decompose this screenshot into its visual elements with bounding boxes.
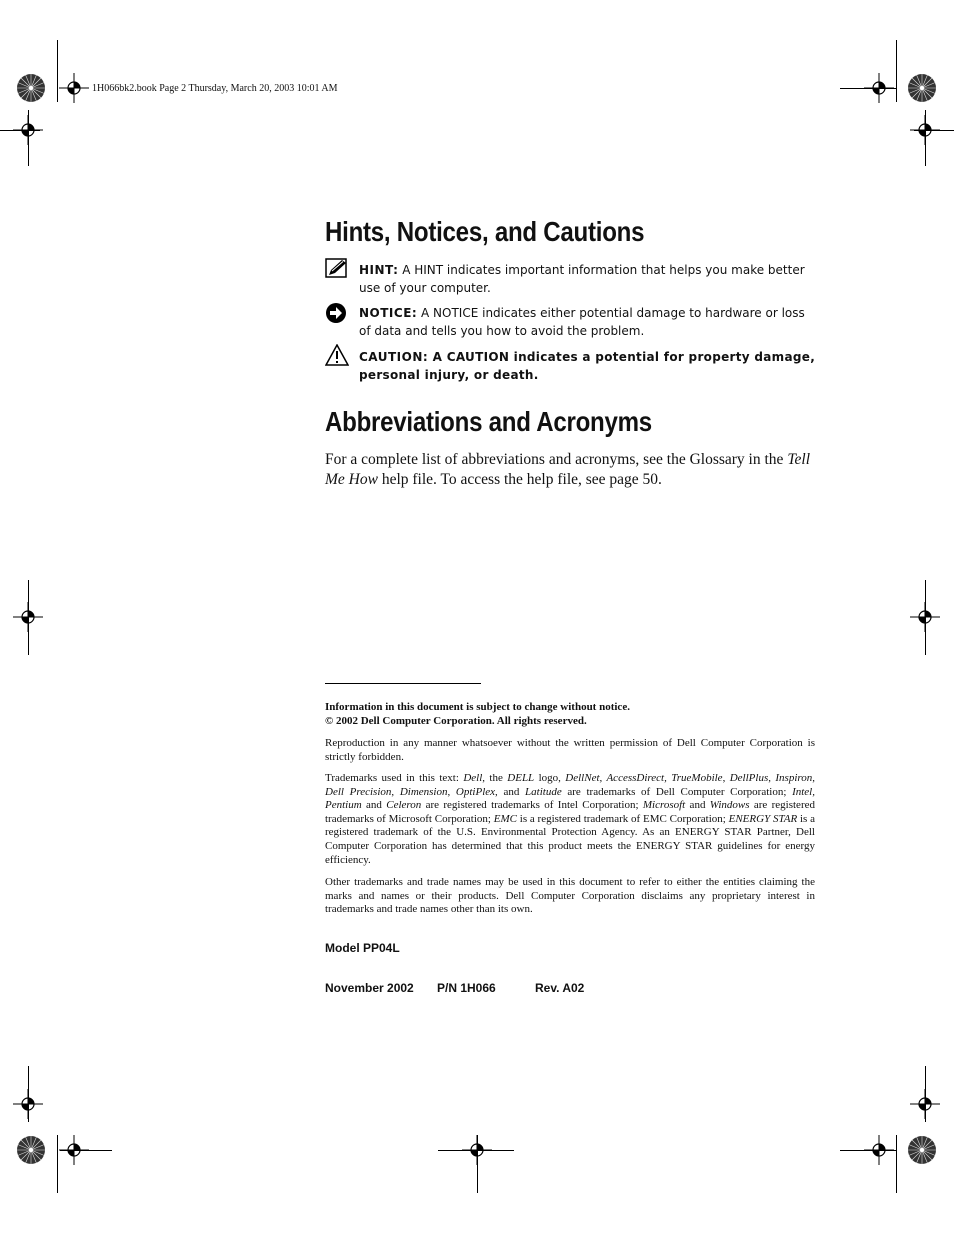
trademark-name: Inspiron — [775, 772, 813, 784]
trademark-text: , — [447, 785, 456, 798]
notice-label: NOTICE: — [359, 306, 418, 320]
trademark-text: , — [768, 772, 776, 784]
trademark-name: OptiPlex — [455, 785, 496, 798]
abbrev-text-before: For a complete list of abbreviations and acronyms, see the Glossary in the — [325, 451, 788, 468]
trademark-name: Dell Precision — [325, 785, 392, 798]
trademark-name: DELL — [507, 772, 535, 784]
revision: Rev. A02 — [535, 981, 585, 995]
abbreviations-paragraph — [325, 450, 815, 490]
crop-mark — [28, 110, 29, 166]
crop-mark — [925, 110, 926, 166]
footnote-rule — [325, 683, 481, 684]
trademark-text: logo, — [534, 772, 566, 784]
trademark-name: Microsoft — [642, 799, 686, 812]
crop-mark — [28, 1066, 29, 1122]
trademark-name: EMC — [493, 812, 517, 825]
trademark-text: , the — [482, 772, 508, 784]
trademark-text: , and — [495, 785, 526, 798]
crop-mark — [840, 1150, 896, 1151]
caution-text: A CAUTION indicates a potential for property damage, personal injury, or death. — [359, 350, 816, 382]
trademark-name: Dimension — [399, 785, 448, 798]
legal-change-notice: Information in this document is subject to change without notice. — [325, 701, 630, 713]
copyright-line: © 2002 Dell Computer Corporation. All rights reserved. — [325, 714, 587, 727]
legal-notice — [325, 701, 815, 728]
crop-mark — [896, 40, 897, 102]
trademark-text: and — [685, 799, 710, 812]
abbrev-help-file-title: Tell Me How — [325, 451, 811, 488]
print-slug: 1H066bk2.book Page 2 Thursday, March 20, 2003 10:01 AM — [92, 83, 338, 94]
part-number: P/N 1H066 — [437, 981, 496, 995]
registration-mark-icon — [59, 73, 89, 103]
trademark-text: are registered trademarks of Microsoft Corporation; — [325, 799, 815, 825]
trademark-name: Dell — [463, 772, 483, 784]
crop-mark — [60, 1150, 112, 1151]
publication-info — [325, 981, 584, 995]
trademark-text: is a registered trademark of the U.S. Environmental Protection Agency. As an ENERGY STAR Partner, Dell Computer Corporation has determined that this product meets the ENERGY STAR guidelines for energy efficiency. — [325, 812, 815, 866]
trademark-name: ENERGY STAR — [728, 812, 798, 825]
publication-date: November 2002 — [325, 981, 414, 995]
caution-warning-icon — [325, 344, 349, 366]
crop-mark — [57, 1135, 58, 1193]
color-bar-starburst-icon — [907, 73, 937, 103]
crop-mark — [477, 1135, 478, 1193]
other-trademarks-paragraph: Other trademarks and trade names may be used in this document to refer to either the entities claiming the marks and names or their products. Dell Computer Corporation disclaims any proprietary interest in trademarks and trade names other than its own. — [325, 876, 815, 916]
crop-mark — [925, 1066, 926, 1122]
trademark-text: is a registered trademark of EMC Corporation; — [516, 812, 729, 825]
trademark-text: Trademarks used in this text: — [325, 772, 464, 784]
trademark-text: and — [361, 799, 387, 812]
trademark-text: are registered trademarks of Intel Corporation; — [421, 799, 643, 812]
trademark-name: DellNet, AccessDirect, TrueMobile — [565, 772, 723, 784]
trademark-name: DellPlus — [729, 772, 769, 784]
trademarks-paragraph — [325, 772, 815, 867]
crop-mark — [840, 88, 896, 89]
trademark-text: are trademarks of Dell Computer Corporation; — [561, 785, 793, 798]
crop-mark — [438, 1150, 514, 1151]
notice-arrow-icon — [325, 302, 349, 324]
trademark-text: , — [812, 772, 816, 784]
color-bar-starburst-icon — [16, 73, 46, 103]
trademark-name: Intel, Pentium — [325, 785, 815, 812]
color-bar-starburst-icon — [16, 1135, 46, 1165]
hint-label: HINT: — [359, 263, 399, 277]
notice-note — [359, 304, 819, 340]
hint-text: A HINT indicates important information that helps you make better use of your computer. — [359, 263, 805, 295]
crop-mark — [57, 40, 58, 102]
notice-text: A NOTICE indicates either potential damage to hardware or loss of data and tells you how to avoid the problem. — [359, 306, 805, 338]
caution-note — [359, 348, 819, 384]
trademark-text: , — [722, 772, 730, 784]
crop-mark — [896, 1135, 897, 1193]
caution-label: CAUTION: — [359, 350, 429, 364]
page-title-hints: Hints, Notices, and Cautions — [325, 216, 645, 247]
color-bar-starburst-icon — [907, 1135, 937, 1165]
model-number: Model PP04L — [325, 941, 400, 955]
trademark-name: Latitude — [525, 785, 562, 798]
abbrev-text-after: help file. To access the help file, see page 50. — [377, 471, 662, 488]
crop-mark — [28, 580, 29, 655]
reproduction-notice: Reproduction in any manner whatsoever without the written permission of Dell Computer Corporation is strictly forbidden. — [325, 737, 815, 763]
hint-pencil-icon — [325, 258, 349, 280]
hint-note — [359, 261, 819, 297]
trademark-text: , — [391, 785, 400, 798]
page-title-abbreviations: Abbreviations and Acronyms — [325, 406, 652, 437]
trademark-name: Windows — [709, 799, 750, 812]
trademark-name: Celeron — [386, 799, 422, 812]
crop-mark — [925, 580, 926, 655]
